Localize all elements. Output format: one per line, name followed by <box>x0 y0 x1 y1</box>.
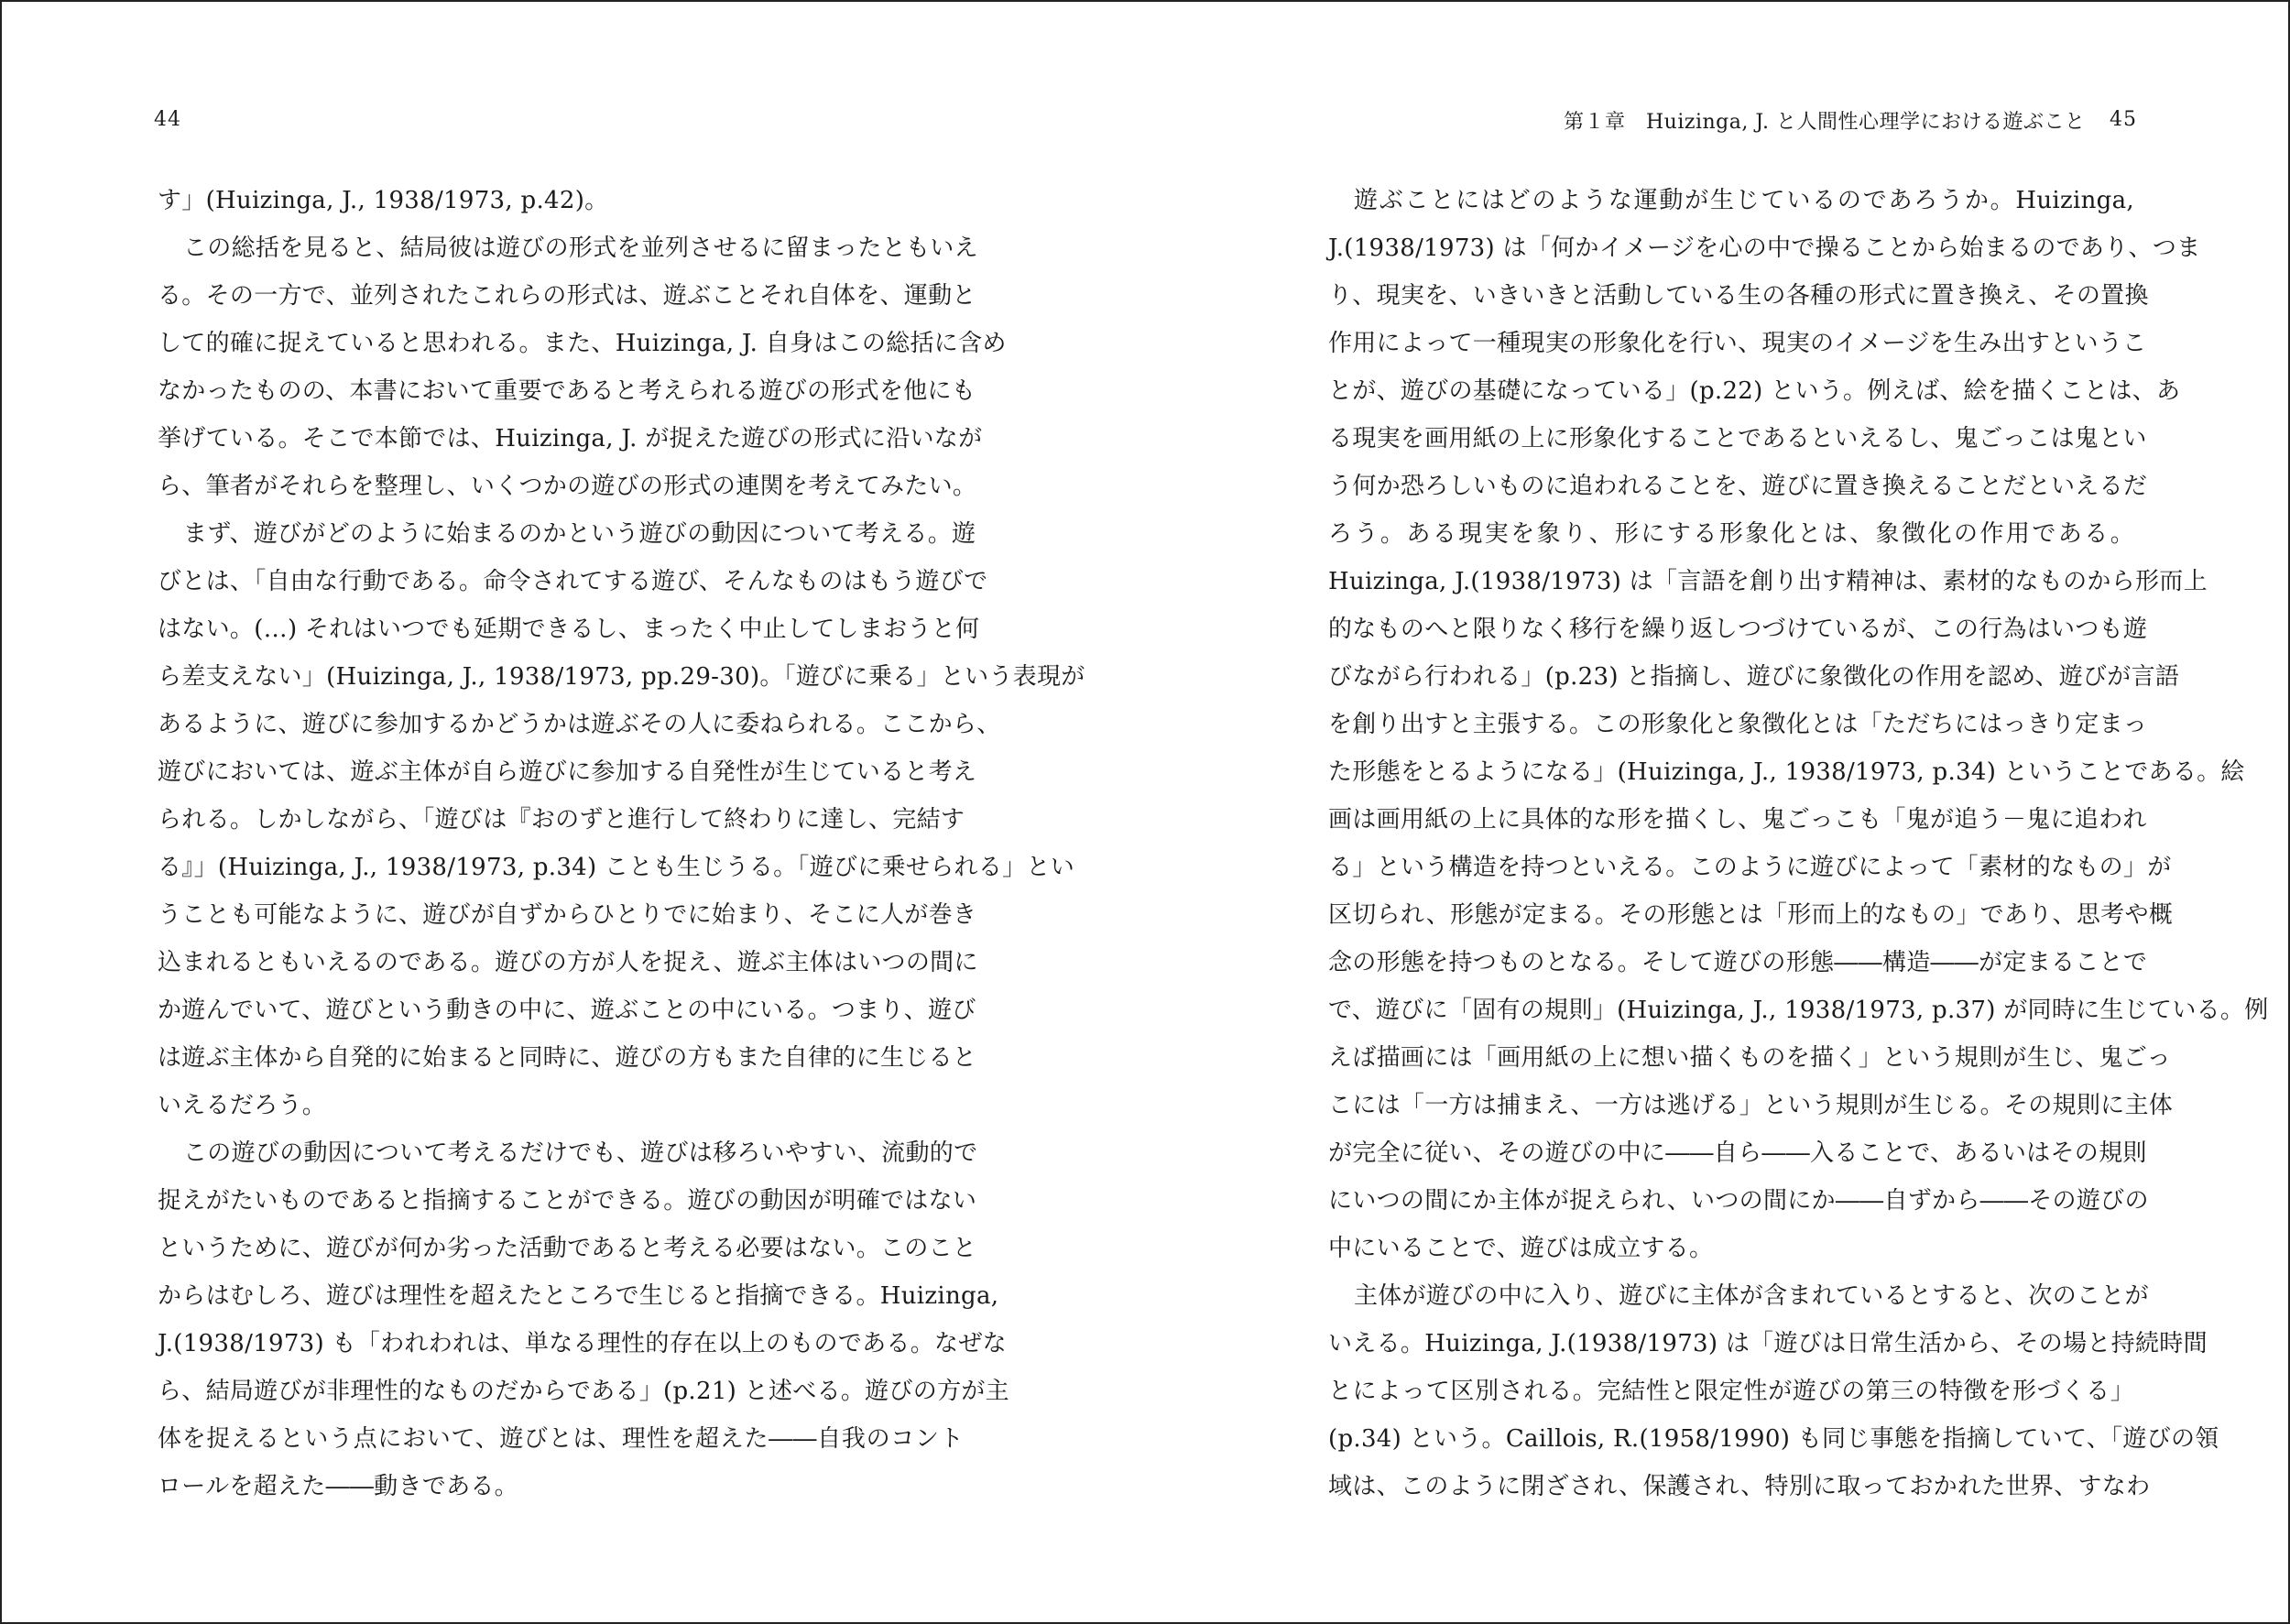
text-line: ら、結局遊びが非理性的なものだからである」(p.21) と述べる。遊びの方が主 <box>158 1378 1009 1405</box>
text-line: 画は画用紙の上に具体的な形を描くし、鬼ごっこも「鬼が追う－鬼に追われ <box>1328 806 2147 834</box>
text-line: びとは、「自由な行動である。命令されてする遊び、そんなものはもう遊びで <box>158 568 988 595</box>
text-line: 作用によって一種現実の形象化を行い、現実のイメージを生み出すというこ <box>1328 330 2147 357</box>
text-line: Huizinga, J.(1938/1973) は「言語を創り出す精神は、素材的なものから形而上 <box>1328 568 2208 595</box>
right-body-text <box>1328 177 2269 1510</box>
text-line: 捉えがたいものであると指摘することができる。遊びの動因が明確ではない <box>158 1187 977 1215</box>
text-line: あるように、遊びに参加するかどうかは遊ぶその人に委ねられる。ここから、 <box>158 711 1001 738</box>
text-line: 域は、このように閉ざされ、保護され、特別に取っておかれた世界、すなわ <box>1328 1473 2151 1500</box>
text-line: す」(Huizinga, J., 1938/1973, p.42)。 <box>158 187 609 214</box>
text-line: にいつの間にか主体が捉えられ、いつの間にか――自ずから――その遊びの <box>1328 1187 2149 1215</box>
text-line: 遊びにおいては、遊ぶ主体が自ら遊びに参加する自発性が生じていると考え <box>158 758 977 786</box>
text-line: びながら行われる」(p.23) と指摘し、遊びに象徴化の作用を認め、遊びが言語 <box>1328 663 2180 691</box>
left-body-text <box>158 177 1085 1510</box>
text-line: ら差支えない」(Huizinga, J., 1938/1973, pp.29-30)。「遊びに乗る」という表現が <box>158 663 1085 691</box>
text-line: は遊ぶ主体から自発的に始まると同時に、遊びの方もまた自律的に生じると <box>158 1044 977 1072</box>
text-line: この総括を見ると、結局彼は遊びの形式を並列させるに留まったともいえ <box>183 234 978 262</box>
text-line: えば描画には「画用紙の上に想い描くものを描く」という規則が生じ、鬼ごっ <box>1328 1044 2171 1072</box>
text-line: う何か恐ろしいものに追われることを、遊びに置き換えることだといえるだ <box>1328 473 2148 500</box>
text-line: こには「一方は捕まえ、一方は逃げる」という規則が生じる。その規則に主体 <box>1328 1092 2174 1119</box>
text-line: る」という構造を持つといえる。このように遊びによって「素材的なもの」が <box>1328 854 2172 881</box>
text-line: 念の形態を持つものとなる。そして遊びの形態――構造――が定まることで <box>1328 949 2148 976</box>
text-line: というために、遊びが何か劣った活動であると考える必要はない。このこと <box>158 1235 977 1262</box>
right-page-number: 45 <box>2110 108 2137 131</box>
text-line: なかったものの、本書において重要であると考えられる遊びの形式を他にも <box>158 377 976 405</box>
text-line: J.(1938/1973) は「何かイメージを心の中で操ることから始まるのであり、つま <box>1328 234 2201 262</box>
text-line: 体を捉えるという点において、遊びとは、理性を超えた――自我のコント <box>158 1425 964 1453</box>
text-line: とが、遊びの基礎になっている」(p.22) という。例えば、絵を描くことは、あ <box>1328 377 2181 405</box>
text-line: からはむしろ、遊びは理性を超えたところで生じると指摘できる。Huizinga, <box>158 1282 999 1310</box>
text-line: か遊んでいて、遊びという動きの中に、遊ぶことの中にいる。つまり、遊び <box>158 997 976 1024</box>
text-line: (p.34) という。Caillois, R.(1958/1990) も同じ事態を指摘していて、「遊びの領 <box>1328 1425 2219 1453</box>
text-line: 込まれるともいえるのである。遊びの方が人を捉え、遊ぶ主体はいつの間に <box>158 949 978 976</box>
text-line: ろう。ある現実を象り、形にする形象化とは、象徴化の作用である。 <box>1328 520 2134 548</box>
text-line: ロールを超えた――動きである。 <box>158 1473 518 1500</box>
text-line: この遊びの動因について考えるだけでも、遊びは移ろいやすい、流動的で <box>183 1139 978 1167</box>
text-line: J.(1938/1973) も「われわれは、単なる理性的存在以上のものである。なぜな <box>158 1330 1007 1357</box>
running-head: 第１章 Huizinga, J. と人間性心理学における遊ぶこと <box>1564 111 2086 134</box>
text-line: た形態をとるようになる」(Huizinga, J., 1938/1973, p.34) ということである。絵 <box>1328 758 2245 786</box>
text-line: られる。しかしながら、「遊びは『おのずと進行して終わりに達し、完結す <box>158 806 965 834</box>
text-line: が完全に従い、その遊びの中に――自ら――入ることで、あるいはその規則 <box>1328 1139 2147 1167</box>
text-line: り、現実を、いきいきと活動している生の各種の形式に置き換え、その置換 <box>1328 282 2149 310</box>
text-line: いえる。Huizinga, J.(1938/1973) は「遊びは日常生活から、その場と持続時間 <box>1328 1330 2208 1357</box>
left-page-number: 44 <box>154 108 181 131</box>
text-line: ら、筆者がそれらを整理し、いくつかの遊びの形式の連関を考えてみたい。 <box>158 473 977 500</box>
text-line: いえるだろう。 <box>158 1092 327 1119</box>
text-line: とによって区別される。完結性と限定性が遊びの第三の特徴を形づくる」 <box>1328 1378 2134 1405</box>
text-line: はない。(…) それはいつでも延期できるし、まったく中止してしまおうと何 <box>158 616 980 643</box>
text-line: 的なものへと限りなく移行を繰り返しつづけているが、この行為はいつも遊 <box>1328 616 2148 643</box>
text-line: を創り出すと主張する。この形象化と象徴化とは「ただちにはっきり定まっ <box>1328 711 2148 738</box>
text-line: る。その一方で、並列されたこれらの形式は、遊ぶことそれ自体を、運動と <box>158 282 976 310</box>
text-line: 遊ぶことにはどのような運動が生じているのであろうか。Huizinga, <box>1354 187 2134 214</box>
text-line: で、遊びに「固有の規則」(Huizinga, J., 1938/1973, p.37) が同時に生じている。例 <box>1328 997 2269 1024</box>
text-line: る』」(Huizinga, J., 1938/1973, p.34) ことも生じうる。「遊びに乗せられる」とい <box>158 854 1075 881</box>
text-line: まず、遊びがどのように始まるのかという遊びの動因について考える。遊 <box>183 520 976 548</box>
text-line: 中にいることで、遊びは成立する。 <box>1328 1235 1714 1262</box>
text-line: 挙げている。そこで本節では、Huizinga, J. が捉えた遊びの形式に沿いなが <box>158 425 983 452</box>
text-line: 主体が遊びの中に入り、遊びに主体が含まれているとすると、次のことが <box>1354 1282 2149 1310</box>
text-line: して的確に捉えていると思われる。また、Huizinga, J. 自身はこの総括に含め <box>158 330 1007 357</box>
right-page <box>1145 0 2290 1624</box>
text-line: る現実を画用紙の上に形象化することであるといえるし、鬼ごっこは鬼とい <box>1328 425 2147 452</box>
text-line: 区切られ、形態が定まる。その形態とは「形而上的なもの」であり、思考や概 <box>1328 901 2174 929</box>
text-line: うことも可能なように、遊びが自ずからひとりでに始まり、そこに人が巻き <box>158 901 977 929</box>
